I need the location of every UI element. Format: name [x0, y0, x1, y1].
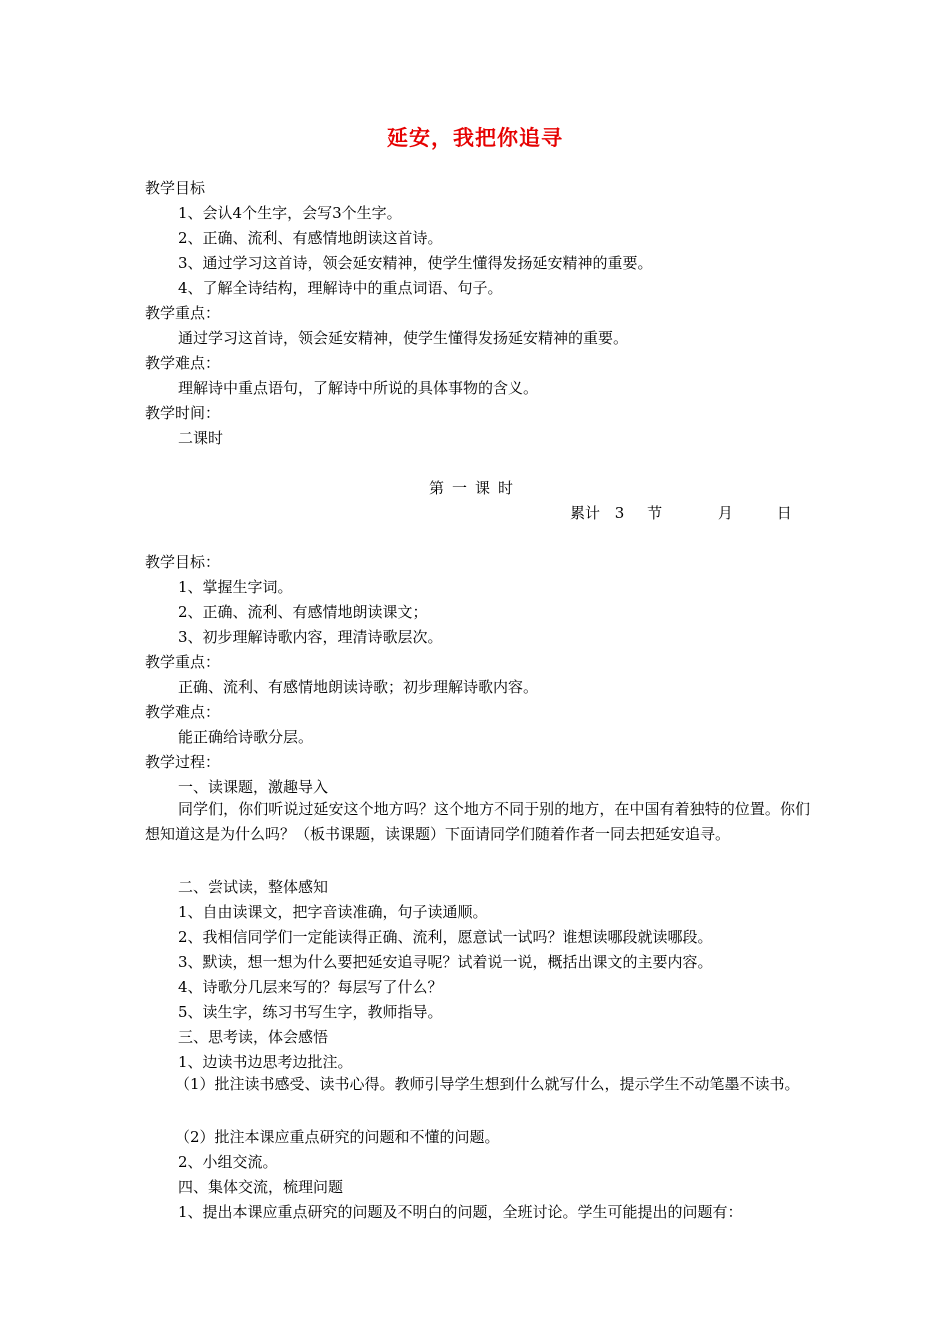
goal-item: 3、通过学习这首诗，领会延安精神，使学生懂得发扬延安精神的重要。 — [178, 254, 653, 272]
step-item: 2、小组交流。 — [178, 1153, 278, 1171]
step-item: 1、边读书边思考边批注。 — [178, 1053, 353, 1071]
lesson-key-heading: 教学重点： — [145, 653, 221, 671]
step-heading: 三、思考读，体会感悟 — [178, 1028, 329, 1046]
difficulty-heading: 教学难点： — [145, 354, 221, 372]
time-heading: 教学时间： — [145, 404, 221, 422]
tally-day: 日 — [776, 504, 792, 522]
lesson-goals-heading: 教学目标： — [145, 553, 221, 571]
step-heading: 一、读课题，激趣导入 — [178, 778, 329, 796]
process-heading: 教学过程： — [145, 753, 221, 771]
step-heading: 四、集体交流，梳理问题 — [178, 1178, 344, 1196]
lesson-goal-item: 2、正确、流利、有感情地朗读课文； — [178, 603, 428, 621]
document-title: 延安，我把你追寻 — [387, 125, 563, 150]
lesson-heading: 第一课时 — [428, 479, 521, 497]
lesson-goal-item: 1、掌握生字词。 — [178, 578, 293, 596]
lesson-key-text: 正确、流利、有感情地朗读诗歌；初步理解诗歌内容。 — [178, 678, 539, 696]
tally-unit: 节 — [647, 504, 663, 522]
step-item: 1、自由读课文，把字音读准确，句子读通顺。 — [178, 903, 488, 921]
difficulty-text: 理解诗中重点语句，了解诗中所说的具体事物的含义。 — [178, 379, 539, 397]
step-item: 5、读生字，练习书写生字，教师指导。 — [178, 1003, 443, 1021]
step-subitem: （2）批注本课应重点研究的问题和不懂的问题。 — [175, 1128, 500, 1146]
lesson-goal-item: 3、初步理解诗歌内容，理清诗歌层次。 — [178, 628, 443, 646]
step-paragraph: 同学们，你们听说过延安这个地方吗？这个地方不同于别的地方，在中国有着独特的位置。你们想知道这是为什么吗？（板书课题，读课题）下面请同学们随着作者一同去把延安追寻。 — [145, 800, 810, 843]
key-text: 通过学习这首诗，领会延安精神，使学生懂得发扬延安精神的重要。 — [178, 329, 629, 347]
tally-count: 3 — [614, 504, 625, 522]
lesson-difficulty-heading: 教学难点： — [145, 703, 221, 721]
goals-heading: 教学目标 — [145, 179, 206, 197]
step-item: 2、我相信同学们一定能读得正确、流利，愿意试一试吗？谁想读哪段就读哪段。 — [178, 928, 713, 946]
goal-item: 2、正确、流利、有感情地朗读这首诗。 — [178, 229, 443, 247]
lesson-tally — [570, 502, 792, 523]
goal-item: 4、了解全诗结构，理解诗中的重点词语、句子。 — [178, 279, 503, 297]
tally-label: 累计 — [570, 504, 601, 522]
step-heading: 二、尝试读，整体感知 — [178, 878, 329, 896]
time-text: 二课时 — [178, 429, 224, 447]
goal-item: 1、会认4个生字，会写3个生字。 — [178, 204, 402, 222]
key-heading: 教学重点： — [145, 304, 221, 322]
lesson-difficulty-text: 能正确给诗歌分层。 — [178, 728, 314, 746]
step-subitem: （1）批注读书感受、读书心得。教师引导学生想到什么就写什么，提示学生不动笔墨不读书。 — [175, 1075, 800, 1093]
step-item: 1、提出本课应重点研究的问题及不明白的问题，全班讨论。学生可能提出的问题有： — [178, 1203, 743, 1221]
step-item: 4、诗歌分几层来写的？每层写了什么？ — [178, 978, 443, 996]
tally-month: 月 — [717, 504, 733, 522]
step-item: 3、默读，想一想为什么要把延安追寻呢？试着说一说，概括出课文的主要内容。 — [178, 953, 713, 971]
